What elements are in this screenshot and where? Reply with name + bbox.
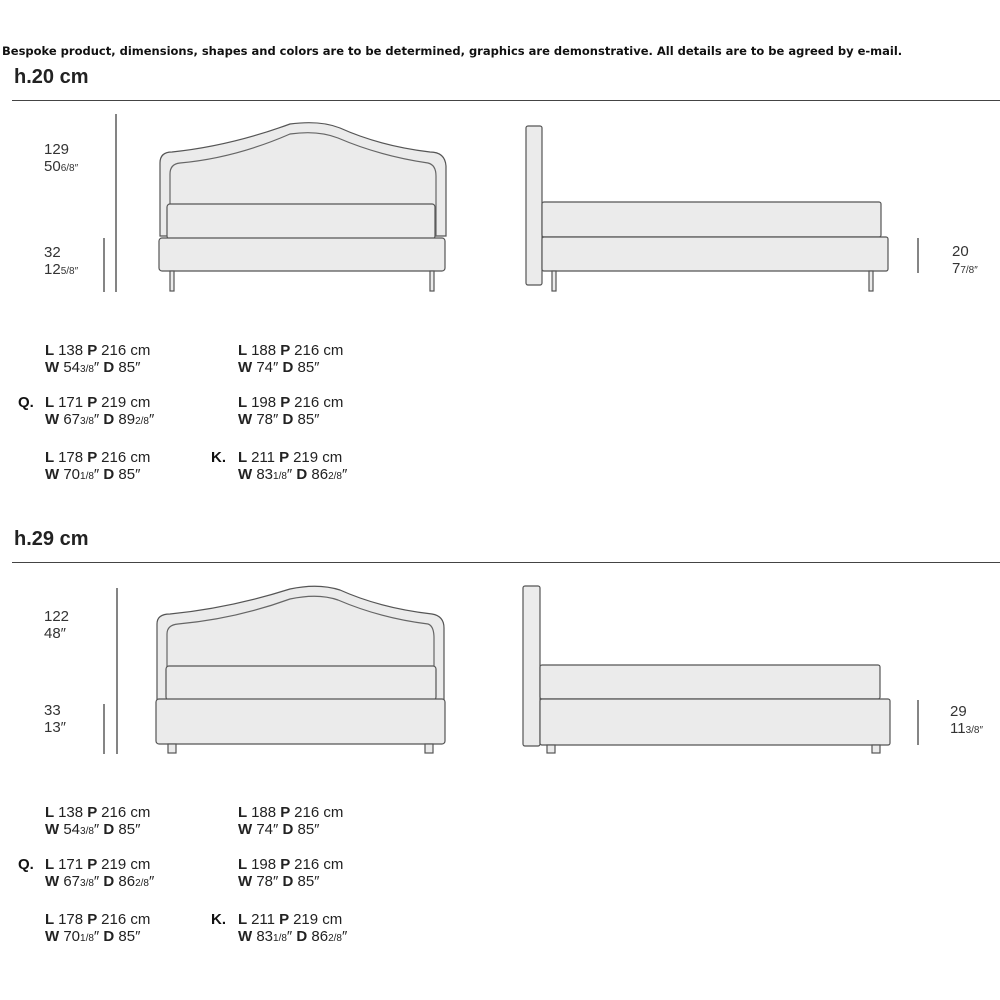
spec-key: L: [238, 804, 252, 821]
spec-fraction: 2/8: [135, 416, 149, 427]
spec-key: P: [280, 856, 295, 873]
spec-value: 70: [63, 928, 81, 945]
spec-value: 54: [63, 359, 81, 376]
bed-drawings: [0, 528, 1000, 768]
front-leg-right: [430, 271, 434, 291]
spec-key: L: [45, 449, 59, 466]
side-bed-base: [542, 237, 888, 271]
spec-key: P: [87, 856, 102, 873]
spec-key: W: [238, 928, 257, 945]
spec-fraction: 2/8: [328, 933, 342, 944]
spec-inch-line: [238, 466, 347, 485]
spec-value: 216 cm: [294, 804, 344, 821]
spec-value: 85″: [297, 359, 320, 376]
bed-drawings: [0, 66, 1000, 306]
spec-inch-line: [238, 821, 343, 838]
spec-key: P: [87, 342, 102, 359]
spec-fraction: 2/8: [135, 878, 149, 889]
spec-value: 86: [118, 873, 136, 890]
spec-value: 67: [63, 873, 81, 890]
spec-key: D: [103, 411, 119, 428]
front-leg-left: [168, 744, 176, 753]
size-spec: [238, 856, 343, 890]
spec-value: 211: [251, 449, 275, 466]
spec-cm-line: [238, 911, 347, 928]
spec-key: P: [87, 911, 102, 928]
size-spec: [238, 804, 343, 838]
spec-value: 89: [118, 411, 136, 428]
spec-value: 171: [58, 394, 84, 411]
spec-value: 86: [311, 466, 329, 483]
spec-key: D: [282, 873, 298, 890]
spec-unit: ″: [93, 411, 100, 428]
spec-value: 219 cm: [101, 394, 151, 411]
spec-key: D: [282, 411, 298, 428]
spec-key: L: [238, 342, 252, 359]
spec-value: 78″: [256, 873, 279, 890]
spec-unit: ″: [149, 873, 155, 890]
spec-fraction: 3/8: [80, 826, 94, 837]
spec-key: P: [280, 804, 295, 821]
spec-key: D: [103, 359, 119, 376]
size-spec: [45, 856, 154, 892]
spec-value: 74″: [256, 821, 279, 838]
spec-value: 85″: [118, 821, 141, 838]
side-mattress: [540, 665, 880, 699]
section-title: h.29 cm: [14, 528, 89, 550]
total-height-label: 129 506/8″: [44, 141, 79, 175]
spec-key: P: [280, 342, 295, 359]
spec-inch-line: [45, 873, 154, 892]
disclaimer-text: Bespoke product, dimensions, shapes and colors are to be determined, graphics are demonstrative. All details are to be agreed by e-mail.: [2, 44, 903, 58]
spec-fraction: 3/8: [80, 364, 94, 375]
spec-key: P: [279, 449, 294, 466]
spec-key: L: [45, 856, 59, 873]
size-spec: [238, 911, 347, 947]
spec-value: 178: [58, 911, 84, 928]
spec-key: L: [238, 856, 252, 873]
side-bed-base: [540, 699, 890, 745]
spec-fraction: 1/8: [273, 471, 287, 482]
spec-key: L: [238, 911, 252, 928]
spec-unit: ″: [93, 359, 100, 376]
spec-cm-line: [45, 911, 150, 928]
spec-inch-line: [238, 928, 347, 947]
spec-key: W: [45, 821, 64, 838]
spec-cm-line: [238, 394, 343, 411]
section-title: h.20 cm: [14, 66, 89, 88]
spec-key: D: [296, 928, 312, 945]
spec-value: 219 cm: [101, 856, 151, 873]
spec-value: 85″: [118, 466, 141, 483]
spec-key: W: [238, 821, 257, 838]
total-height-label: 122 48″: [44, 608, 70, 642]
size-spec: [45, 804, 150, 840]
spec-value: 171: [58, 856, 84, 873]
spec-value: 211: [251, 911, 275, 928]
spec-inch-line: [45, 821, 150, 840]
spec-cm-line: [238, 449, 347, 466]
front-bed-base: [159, 238, 445, 271]
size-spec: [238, 449, 347, 485]
spec-value: 67: [63, 411, 81, 428]
spec-value: 83: [256, 928, 274, 945]
front-leg-right: [425, 744, 433, 753]
spec-key: D: [103, 821, 119, 838]
section-h20: [0, 66, 1000, 536]
spec-key: P: [87, 394, 102, 411]
spec-key: L: [238, 449, 252, 466]
spec-unit: ″: [93, 821, 100, 838]
spec-cm-line: [45, 394, 154, 411]
spec-inch-line: [238, 873, 343, 890]
spec-value: 216 cm: [294, 342, 344, 359]
front-leg-left: [170, 271, 174, 291]
side-headboard: [523, 586, 540, 746]
spec-cm-line: [45, 449, 150, 466]
spec-value: 188: [251, 804, 277, 821]
spec-key: W: [238, 873, 257, 890]
spec-key: W: [45, 466, 64, 483]
spec-value: 74″: [256, 359, 279, 376]
spec-key: W: [238, 466, 257, 483]
spec-unit: ″: [342, 466, 348, 483]
section-h29: [0, 528, 1000, 998]
spec-fraction: 2/8: [328, 471, 342, 482]
size-spec: [45, 342, 150, 378]
spec-fraction: 3/8: [80, 416, 94, 427]
size-marker: K.: [211, 449, 226, 466]
side-height-label: 29 113/8″: [950, 703, 984, 737]
spec-key: D: [103, 466, 119, 483]
spec-key: P: [87, 804, 102, 821]
size-spec: [45, 911, 150, 947]
spec-cm-line: [45, 342, 150, 359]
spec-key: W: [45, 928, 64, 945]
spec-value: 216 cm: [101, 911, 151, 928]
spec-value: 70: [63, 466, 81, 483]
spec-inch-line: [45, 359, 150, 378]
side-height-label: 20 77/8″: [952, 243, 978, 277]
side-leg-left: [547, 745, 555, 753]
spec-unit: ″: [93, 466, 100, 483]
spec-inch-line: [45, 466, 150, 485]
spec-inch-line: [45, 411, 154, 430]
spec-key: D: [103, 928, 119, 945]
spec-key: D: [282, 359, 298, 376]
spec-key: L: [45, 911, 59, 928]
spec-value: 85″: [297, 411, 320, 428]
front-bed-base: [156, 699, 445, 744]
spec-value: 216 cm: [101, 342, 151, 359]
spec-inch-line: [238, 359, 343, 376]
size-marker: Q.: [18, 394, 34, 411]
spec-key: L: [45, 394, 59, 411]
spec-key: P: [280, 394, 295, 411]
spec-inch-line: [45, 928, 150, 947]
spec-key: W: [45, 411, 64, 428]
spec-value: 198: [251, 394, 277, 411]
spec-key: P: [87, 449, 102, 466]
spec-value: 198: [251, 856, 277, 873]
spec-value: 85″: [118, 359, 141, 376]
spec-value: 216 cm: [294, 394, 344, 411]
spec-unit: ″: [93, 928, 100, 945]
spec-value: 219 cm: [293, 449, 343, 466]
spec-fraction: 1/8: [273, 933, 287, 944]
spec-key: D: [296, 466, 312, 483]
spec-value: 85″: [118, 928, 141, 945]
base-height-label: 32 125/8″: [44, 244, 79, 278]
spec-unit: ″: [286, 466, 293, 483]
spec-value: 219 cm: [293, 911, 343, 928]
spec-key: L: [45, 342, 59, 359]
spec-value: 138: [58, 342, 84, 359]
spec-value: 216 cm: [101, 449, 151, 466]
spec-value: 216 cm: [101, 804, 151, 821]
side-mattress: [542, 202, 881, 237]
spec-value: 86: [311, 928, 329, 945]
size-marker: Q.: [18, 856, 34, 873]
spec-unit: ″: [149, 411, 155, 428]
spec-value: 85″: [297, 873, 320, 890]
spec-key: W: [45, 873, 64, 890]
spec-unit: ″: [342, 928, 348, 945]
spec-unit: ″: [286, 928, 293, 945]
front-mattress: [166, 666, 436, 700]
spec-key: L: [45, 804, 59, 821]
side-leg-left: [552, 271, 556, 291]
spec-value: 178: [58, 449, 84, 466]
front-mattress: [167, 204, 435, 239]
spec-key: D: [282, 821, 298, 838]
spec-key: D: [103, 873, 119, 890]
spec-fraction: 3/8: [80, 878, 94, 889]
spec-cm-line: [238, 804, 343, 821]
size-spec: [45, 394, 154, 430]
spec-key: W: [238, 411, 257, 428]
size-marker: K.: [211, 911, 226, 928]
side-leg-right: [872, 745, 880, 753]
spec-value: 216 cm: [294, 856, 344, 873]
size-spec: [238, 342, 343, 376]
side-leg-right: [869, 271, 873, 291]
spec-value: 138: [58, 804, 84, 821]
size-spec: [45, 449, 150, 485]
spec-cm-line: [45, 804, 150, 821]
spec-key: W: [238, 359, 257, 376]
spec-cm-line: [238, 856, 343, 873]
spec-cm-line: [45, 856, 154, 873]
spec-value: 83: [256, 466, 274, 483]
spec-key: W: [45, 359, 64, 376]
spec-fraction: 1/8: [80, 471, 94, 482]
spec-cm-line: [238, 342, 343, 359]
side-headboard: [526, 126, 542, 285]
spec-key: P: [279, 911, 294, 928]
spec-value: 188: [251, 342, 277, 359]
base-height-label: 33 13″: [44, 702, 66, 736]
spec-value: 54: [63, 821, 81, 838]
spec-unit: ″: [93, 873, 100, 890]
spec-key: L: [238, 394, 252, 411]
size-spec: [238, 394, 343, 428]
spec-inch-line: [238, 411, 343, 428]
spec-fraction: 1/8: [80, 933, 94, 944]
spec-value: 78″: [256, 411, 279, 428]
spec-value: 85″: [297, 821, 320, 838]
